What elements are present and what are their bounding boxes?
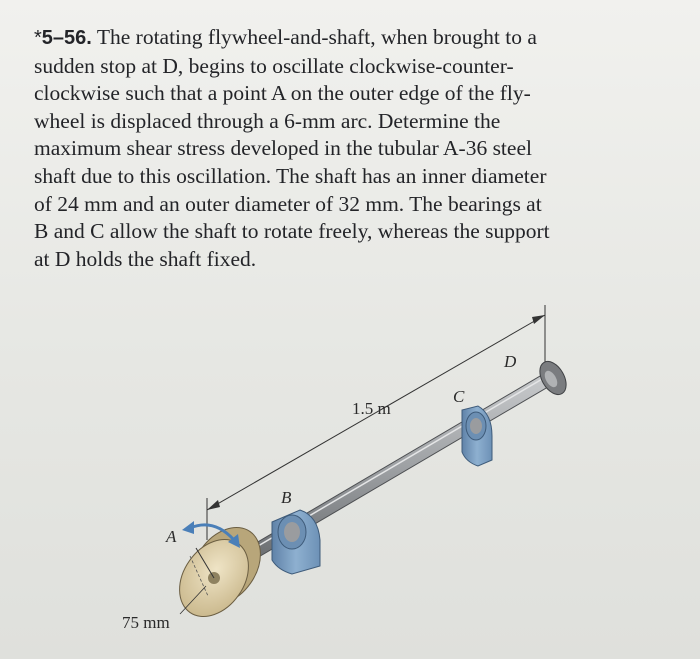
label-length: 1.5 m	[352, 399, 391, 418]
bearing-b	[272, 510, 320, 574]
bearing-c	[462, 406, 492, 466]
label-a: A	[166, 527, 177, 546]
label-d: D	[504, 352, 517, 371]
problem-line-8: B and C allow the shaft to rotate freely, whereas the support	[34, 219, 550, 244]
problem-statement	[34, 24, 664, 273]
problem-line-9: at D holds the shaft fixed.	[34, 246, 257, 271]
label-b: B	[281, 488, 292, 507]
label-radius: 75 mm	[122, 613, 170, 632]
problem-line-5: maximum shear stress developed in the tubular A-36 steel	[34, 136, 532, 161]
problem-line-6: shaft due to this oscillation. The shaft has an inner diameter	[34, 163, 547, 188]
problem-line-1	[34, 24, 664, 53]
problem-line-1-text: The rotating flywheel-and-shaft, when brought to a	[96, 25, 537, 49]
flywheel-shaft-figure	[0, 290, 700, 659]
dimension-line	[207, 305, 545, 540]
problem-line-2: sudden stop at D, begins to oscillate clockwise-counter-	[34, 53, 514, 78]
problem-line-4: wheel is displaced through a 6-mm arc. Determine the	[34, 108, 501, 133]
problem-line-3: clockwise such that a point A on the outer edge of the fly-	[34, 81, 531, 106]
problem-number: *5–56.	[34, 27, 92, 49]
problem-line-7: of 24 mm and an outer diameter of 32 mm. The bearings at	[34, 191, 542, 216]
label-c: C	[453, 387, 465, 406]
